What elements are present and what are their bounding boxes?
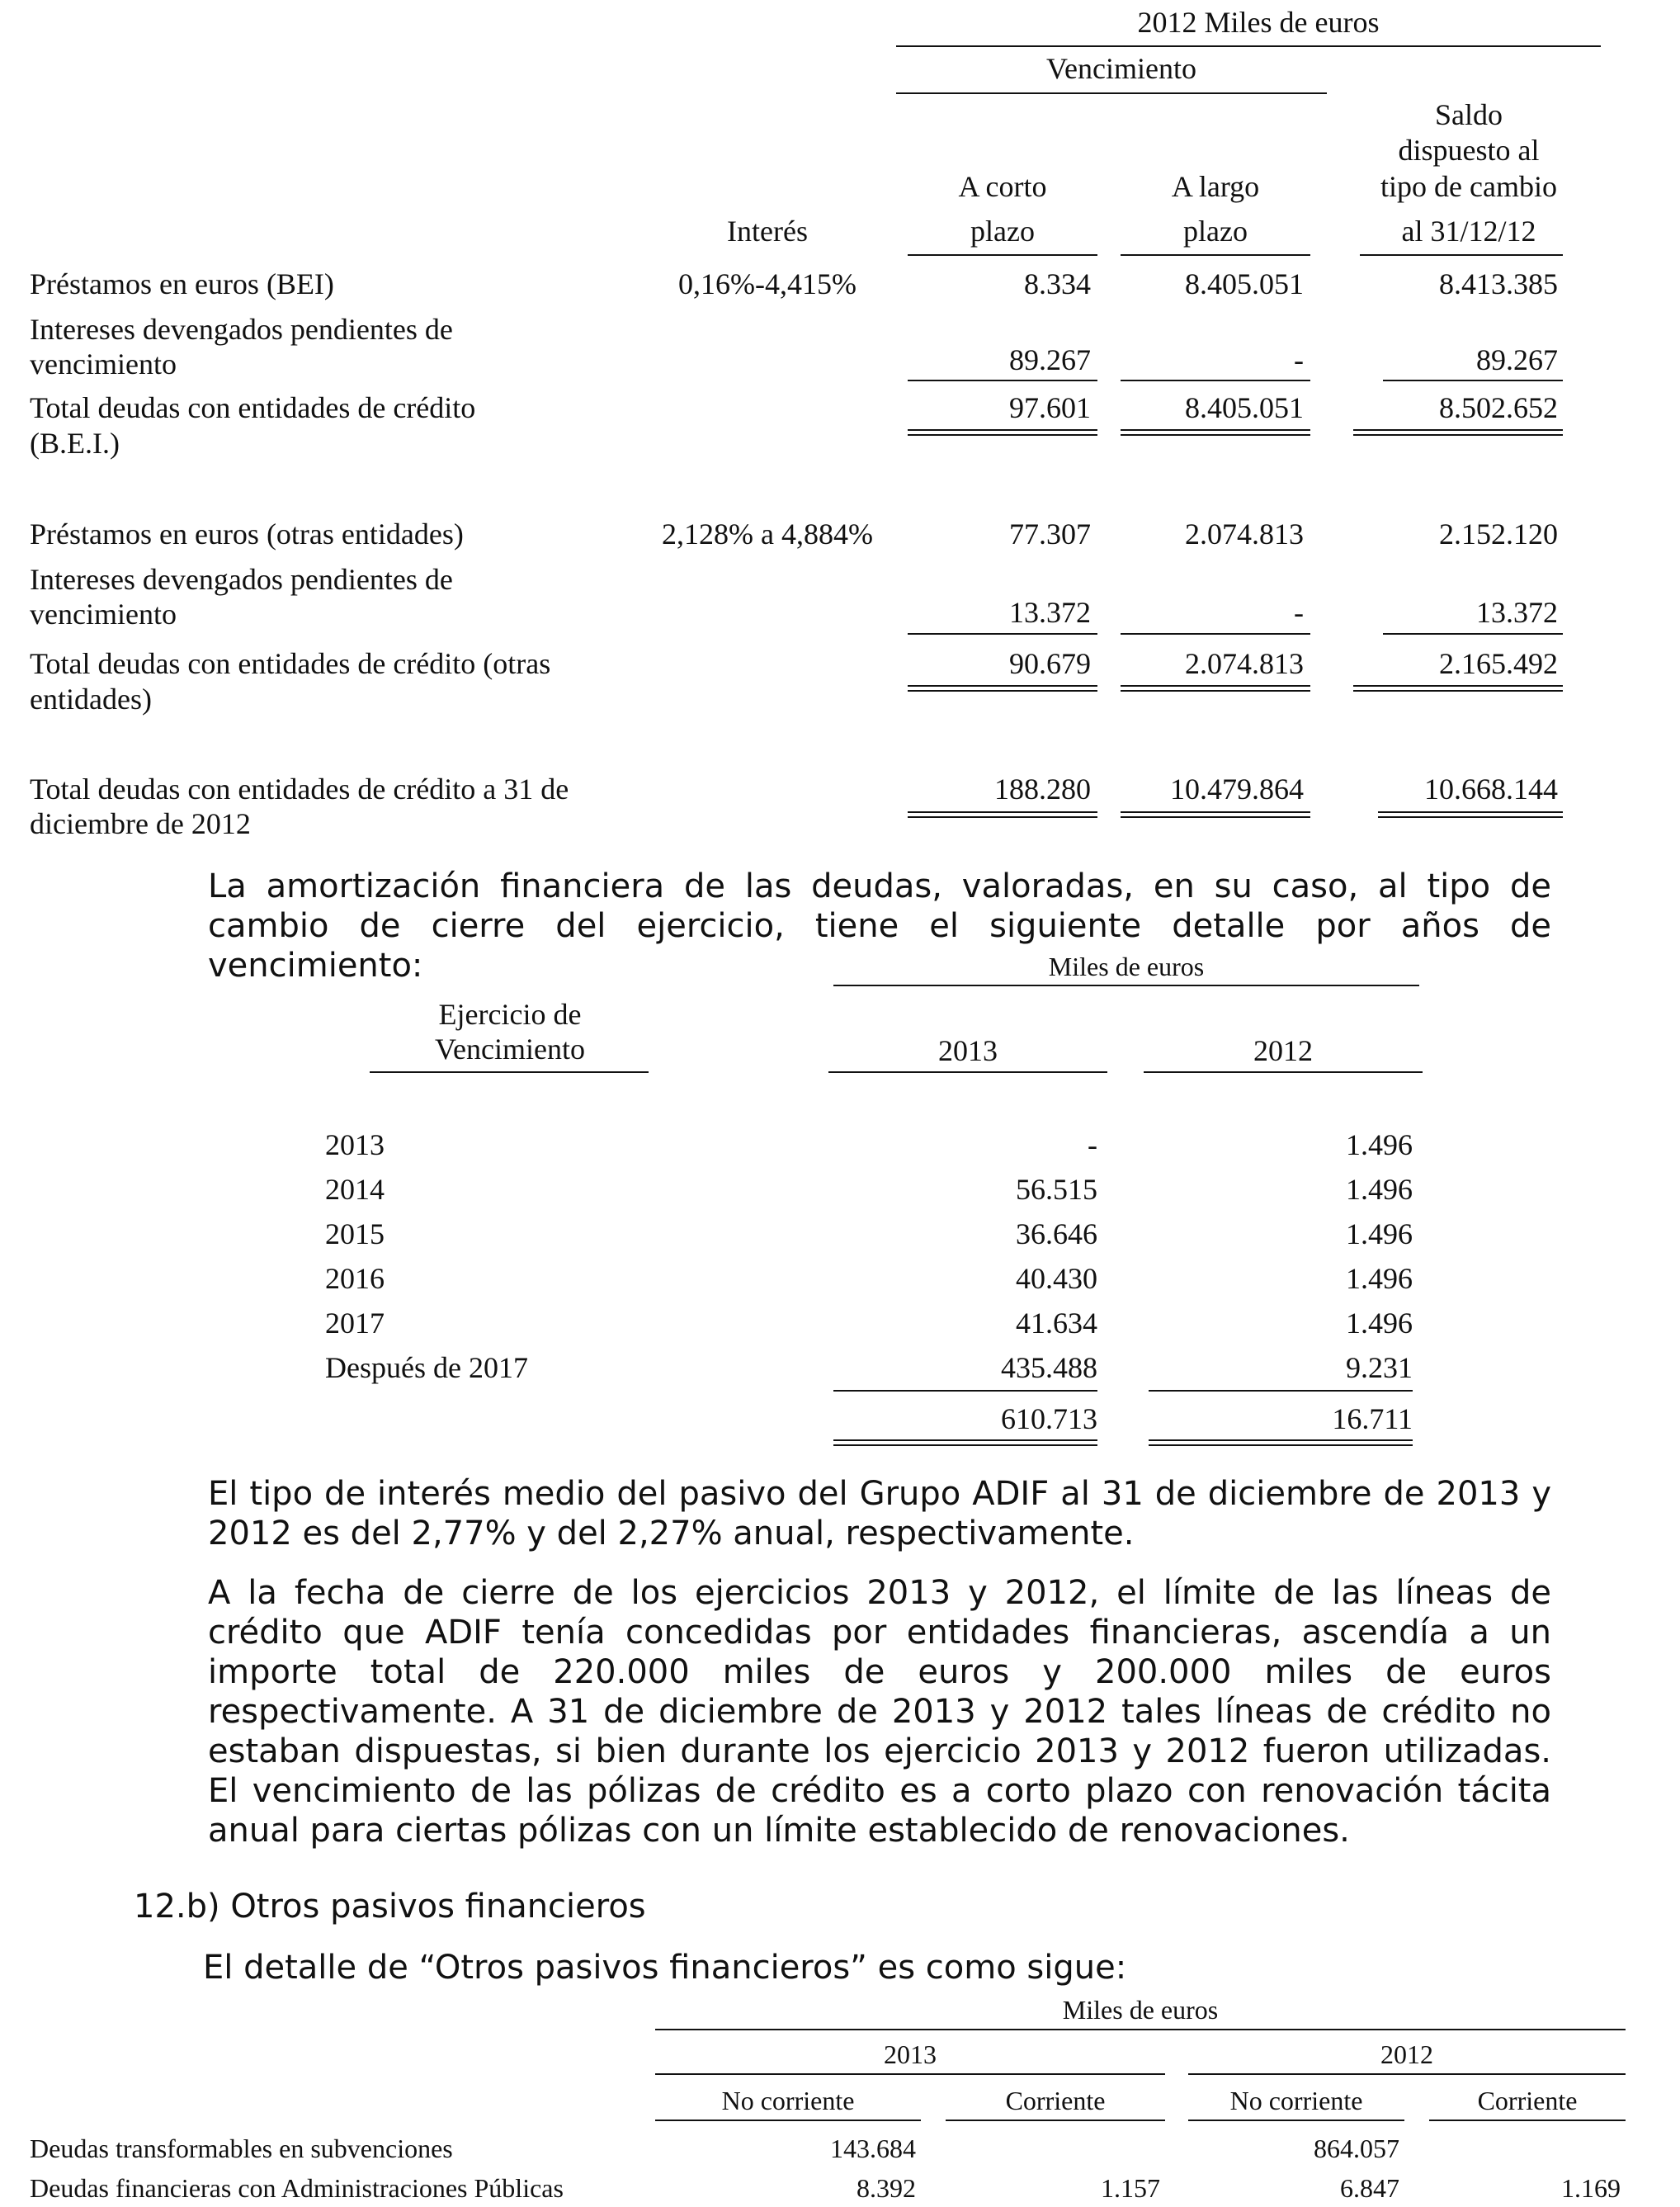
table3-header-rule — [655, 2029, 1626, 2030]
lineas-credito-paragraph-text: A la fecha de cierre de los ejercicios 2013 y 2012, el límite de las líneas de crédito que ADIF tenía concedidas por entidades financieras, ascendía a un importe total de 220.000 miles de euros y 200.000 miles de euros respectivamente. A 31 de diciembre de 2013 y 2012 tales líneas de crédito no estaban dispuestas, si bien durante los ejercicio 2013 y 2012 fueron utilizadas. El vencimiento de las pólizas de crédito es a corto plazo con renovación tácita anual para ciertas pólizas con un límite establecido de renovaciones. — [208, 1574, 1551, 1850]
table2-row-2013: 56.515 — [1016, 1173, 1097, 1206]
row-bei-intereses-saldo: 89.267 — [1476, 343, 1558, 376]
row-bei-intereses-corto: 89.267 — [1009, 343, 1091, 376]
table3-row-c2013: 1.157 — [1101, 2173, 1160, 2203]
table2-col-label-line1: Ejercicio de — [438, 998, 582, 1031]
row-grand-total-corto: 188.280 — [994, 773, 1091, 806]
row-grand-total-saldo: 10.668.144 — [1424, 773, 1558, 806]
bei-total-double-rule-saldo — [1353, 429, 1563, 436]
row-grand-total-label1: Total deudas con entidades de crédito a 31 de — [30, 773, 569, 806]
col-largo-rule — [1121, 254, 1310, 256]
grand-total-double-rule-saldo — [1378, 811, 1563, 818]
table3-row-label: Deudas transformables en subvenciones — [30, 2134, 453, 2163]
table2-row-year: 2016 — [325, 1262, 385, 1295]
tipo-interes-paragraph-text: El tipo de interés medio del pasivo del Grupo ADIF al 31 de diciembre de 2013 y 2012 es del 2,77% y del 2,27% anual, respectivamente. — [208, 1475, 1551, 1552]
table2-row-year: 2015 — [325, 1217, 385, 1250]
col-corto-line2: plazo — [970, 215, 1035, 248]
table2-row-year: Después de 2017 — [325, 1351, 528, 1384]
table1-header-vencimiento: Vencimiento — [1046, 52, 1196, 85]
table1-header-rule — [896, 45, 1601, 47]
table2-row-2012: 9.231 — [1346, 1351, 1413, 1384]
otras-subtotal-rule-corto — [908, 633, 1097, 635]
table2-row-year: 2013 — [325, 1128, 385, 1161]
lineas-credito-paragraph — [208, 1573, 1551, 1850]
row-bei-total-label1: Total deudas con entidades de crédito — [30, 391, 476, 424]
row-bei-total-saldo: 8.502.652 — [1439, 391, 1558, 424]
row-otras-prestamos-saldo: 2.152.120 — [1439, 517, 1558, 551]
otras-total-double-rule-saldo — [1353, 685, 1563, 692]
table3-row-label: Deudas financieras con Administraciones Públicas — [30, 2173, 564, 2203]
row-otras-intereses-saldo: 13.372 — [1476, 596, 1558, 629]
table3-2013-corriente-rule — [946, 2120, 1165, 2121]
tipo-interes-paragraph — [208, 1474, 1551, 1553]
row-bei-prestamos-label: Préstamos en euros (BEI) — [30, 267, 334, 300]
col-saldo-line1: Saldo — [1434, 98, 1503, 131]
table3-2013-no-corriente-rule — [655, 2120, 921, 2121]
bei-subtotal-rule-saldo — [1383, 380, 1563, 381]
bei-total-double-rule-largo — [1121, 429, 1310, 436]
otras-total-double-rule-largo — [1121, 685, 1310, 692]
amortizacion-paragraph-text: La amortización financiera de las deudas, valoradas, en su caso, al tipo de cambio de cierre del ejercicio, tiene el siguiente detalle por años de vencimiento: — [208, 867, 1551, 985]
row-otras-prestamos-interes: 2,128% a 4,884% — [662, 517, 873, 551]
row-bei-intereses-largo: - — [1294, 343, 1304, 376]
row-bei-total-largo: 8.405.051 — [1185, 391, 1304, 424]
table2-row-2012: 1.496 — [1346, 1128, 1413, 1161]
table3-2012-corriente-rule — [1429, 2120, 1626, 2121]
table3-2012-no-corriente: No corriente — [1229, 2086, 1363, 2115]
section-heading-otros-pasivos: 12.b) Otros pasivos financieros — [134, 1888, 646, 1926]
table3-2013-no-corriente: No corriente — [721, 2086, 855, 2115]
table3-2013-corriente: Corriente — [1005, 2086, 1106, 2115]
table3-year-2012: 2012 — [1380, 2039, 1433, 2069]
row-otras-prestamos-largo: 2.074.813 — [1185, 517, 1304, 551]
otros-pasivos-intro: El detalle de “Otros pasivos financieros” es como sigue: — [203, 1949, 1127, 1987]
col-saldo-line4: al 31/12/12 — [1401, 215, 1536, 248]
table2-row-2012: 1.496 — [1346, 1173, 1413, 1206]
otras-subtotal-rule-largo — [1121, 633, 1310, 635]
col-corto-line1: A corto — [958, 170, 1047, 203]
table3-row-nc2013: 8.392 — [857, 2173, 916, 2203]
col-corto-rule — [908, 254, 1097, 256]
col-saldo-line3: tipo de cambio — [1380, 170, 1557, 203]
table2-subtotal-rule-2012 — [1149, 1390, 1413, 1392]
table2-row-2013: 41.634 — [1016, 1307, 1097, 1340]
row-bei-intereses-label1: Intereses devengados pendientes de — [30, 313, 453, 346]
row-bei-prestamos-largo: 8.405.051 — [1185, 267, 1304, 300]
table2-col-2013-rule — [828, 1071, 1107, 1073]
row-otras-total-label2: entidades) — [30, 683, 152, 716]
table3-row-nc2012: 6.847 — [1340, 2173, 1399, 2203]
table2-header-rule — [833, 985, 1419, 986]
table3-row-nc2012: 864.057 — [1314, 2134, 1399, 2163]
table3-row-nc2013: 143.684 — [830, 2134, 916, 2163]
table2-col-label-rule — [370, 1071, 649, 1073]
table2-row-2013: - — [1088, 1128, 1097, 1161]
table3-2012-no-corriente-rule — [1188, 2120, 1404, 2121]
bei-subtotal-rule-corto — [908, 380, 1097, 381]
col-largo-line2: plazo — [1183, 215, 1248, 248]
row-bei-prestamos-interes: 0,16%-4,415% — [678, 267, 857, 300]
table2-header: Miles de euros — [1048, 952, 1205, 981]
row-grand-total-largo: 10.479.864 — [1170, 773, 1304, 806]
row-bei-total-label2: (B.E.I.) — [30, 427, 120, 460]
row-otras-total-corto: 90.679 — [1009, 647, 1091, 680]
table2-col-2012-rule — [1144, 1071, 1423, 1073]
bei-total-double-rule-corto — [908, 429, 1097, 436]
table2-row-2012: 1.496 — [1346, 1262, 1413, 1295]
row-otras-total-saldo: 2.165.492 — [1439, 647, 1558, 680]
col-largo-line1: A largo — [1171, 170, 1260, 203]
row-grand-total-label2: diciembre de 2012 — [30, 807, 251, 840]
table2-total-double-rule-2012 — [1149, 1439, 1413, 1446]
table2-row-2013: 40.430 — [1016, 1262, 1097, 1295]
table2-row-2012: 1.496 — [1346, 1217, 1413, 1250]
row-bei-prestamos-corto: 8.334 — [1024, 267, 1091, 300]
table1-header-year: 2012 Miles de euros — [1137, 6, 1380, 39]
bei-subtotal-rule-largo — [1121, 380, 1310, 381]
col-saldo-line2: dispuesto al — [1398, 134, 1540, 167]
table3-year-2012-rule — [1188, 2073, 1626, 2075]
row-otras-intereses-label1: Intereses devengados pendientes de — [30, 563, 453, 596]
otras-total-double-rule-corto — [908, 685, 1097, 692]
table3-year-2013: 2013 — [884, 2039, 937, 2069]
col-saldo-rule — [1360, 254, 1563, 256]
table2-subtotal-rule-2013 — [833, 1390, 1097, 1392]
row-otras-intereses-corto: 13.372 — [1009, 596, 1091, 629]
table2-row-year: 2017 — [325, 1307, 385, 1340]
table2-total-double-rule-2013 — [833, 1439, 1097, 1446]
grand-total-double-rule-largo — [1121, 811, 1310, 818]
table3-row-c2012: 1.169 — [1561, 2173, 1621, 2203]
col-interes: Interés — [727, 215, 808, 248]
row-bei-intereses-label2: vencimiento — [30, 347, 177, 380]
table3-2012-corriente: Corriente — [1477, 2086, 1578, 2115]
table3-header: Miles de euros — [1062, 1995, 1219, 2025]
row-otras-total-label1: Total deudas con entidades de crédito (otras — [30, 647, 551, 680]
table2-row-year: 2014 — [325, 1173, 385, 1206]
table2-total-2012: 16.711 — [1332, 1402, 1413, 1435]
table2-total-2013: 610.713 — [1001, 1402, 1097, 1435]
table2-row-2013: 36.646 — [1016, 1217, 1097, 1250]
table2-row-2013: 435.488 — [1001, 1351, 1097, 1384]
grand-total-double-rule-corto — [908, 811, 1097, 818]
table2-col-2012: 2012 — [1253, 1034, 1313, 1067]
row-bei-prestamos-saldo: 8.413.385 — [1439, 267, 1558, 300]
row-otras-total-largo: 2.074.813 — [1185, 647, 1304, 680]
row-bei-total-corto: 97.601 — [1009, 391, 1091, 424]
table2-col-label-line2: Vencimiento — [435, 1033, 585, 1066]
row-otras-prestamos-label: Préstamos en euros (otras entidades) — [30, 517, 464, 551]
row-otras-intereses-label2: vencimiento — [30, 598, 177, 631]
row-otras-prestamos-corto: 77.307 — [1009, 517, 1091, 551]
table1-vencimiento-rule — [896, 92, 1327, 94]
table2-row-2012: 1.496 — [1346, 1307, 1413, 1340]
row-otras-intereses-largo: - — [1294, 596, 1304, 629]
table2-col-2013: 2013 — [938, 1034, 998, 1067]
table3-year-2013-rule — [655, 2073, 1165, 2075]
otras-subtotal-rule-saldo — [1383, 633, 1563, 635]
